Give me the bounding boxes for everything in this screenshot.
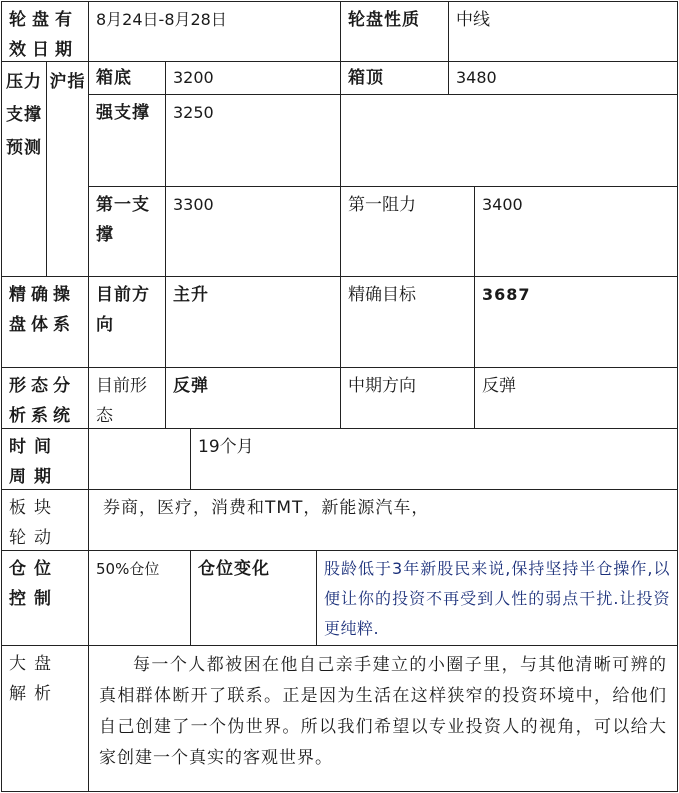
box-top-label: 箱顶	[340, 61, 449, 95]
position-value: 50%仓位	[88, 550, 191, 646]
mid-direction-value: 反弹	[474, 367, 678, 429]
pattern-label: 形态分析系统	[1, 367, 89, 429]
first-support-label: 第一支撑	[88, 186, 166, 277]
mid-direction-label: 中期方向	[340, 367, 475, 429]
box-bottom-label: 箱底	[88, 61, 166, 95]
validity-value: 8月24日-8月28日	[88, 1, 341, 62]
cycle-label: 时间周期	[1, 428, 89, 490]
cycle-value: 19个月	[190, 428, 678, 490]
analysis-text: 每一个人都被困在他自己亲手建立的小圈子里，与其他清晰可辨的真相群体断开了联系。正是因为生活在这样狭窄的投资环境中，给他们自己创建了一个伪世界。所以我们希望以专业投资人的视角，可以给大家创建一个真实的客观世界。	[88, 645, 678, 792]
current-pattern-label: 目前形态	[88, 367, 166, 429]
validity-label: 轮盘有效日期	[1, 1, 89, 62]
current-pattern-value: 反弹	[165, 367, 341, 429]
sector-value: 券商，医疗，消费和TMT，新能源汽车，	[88, 489, 678, 551]
precise-label: 精确操盘体系	[1, 276, 89, 368]
cycle-empty-cell	[88, 428, 191, 490]
first-resistance-value: 3400	[474, 186, 678, 277]
first-resistance-label: 第一阻力	[340, 186, 475, 277]
empty-cell	[340, 94, 678, 187]
target-value: 3687	[474, 276, 678, 368]
position-change-label: 仓位变化	[190, 550, 317, 646]
position-label: 仓位控制	[1, 550, 89, 646]
nature-value: 中线	[448, 1, 678, 62]
box-bottom-value: 3200	[165, 61, 341, 95]
direction-value: 主升	[165, 276, 341, 368]
direction-label: 目前方向	[88, 276, 166, 368]
target-label: 精确目标	[340, 276, 475, 368]
strong-support-value: 3250	[165, 94, 341, 187]
first-support-value: 3300	[165, 186, 341, 277]
pressure-label: 压力支撑预测	[1, 61, 47, 277]
sector-label: 板块轮动	[1, 489, 89, 551]
analysis-label: 大盘解析	[1, 645, 89, 792]
box-top-value: 3480	[448, 61, 678, 95]
strong-support-label: 强支撑	[88, 94, 166, 187]
nature-label: 轮盘性质	[340, 1, 449, 62]
index-label: 沪指	[46, 61, 89, 277]
position-change-text: 股龄低于3年新股民来说,保持坚持半仓操作,以便让你的投资不再受到人性的弱点干扰.让投资更纯粹.	[316, 550, 678, 646]
